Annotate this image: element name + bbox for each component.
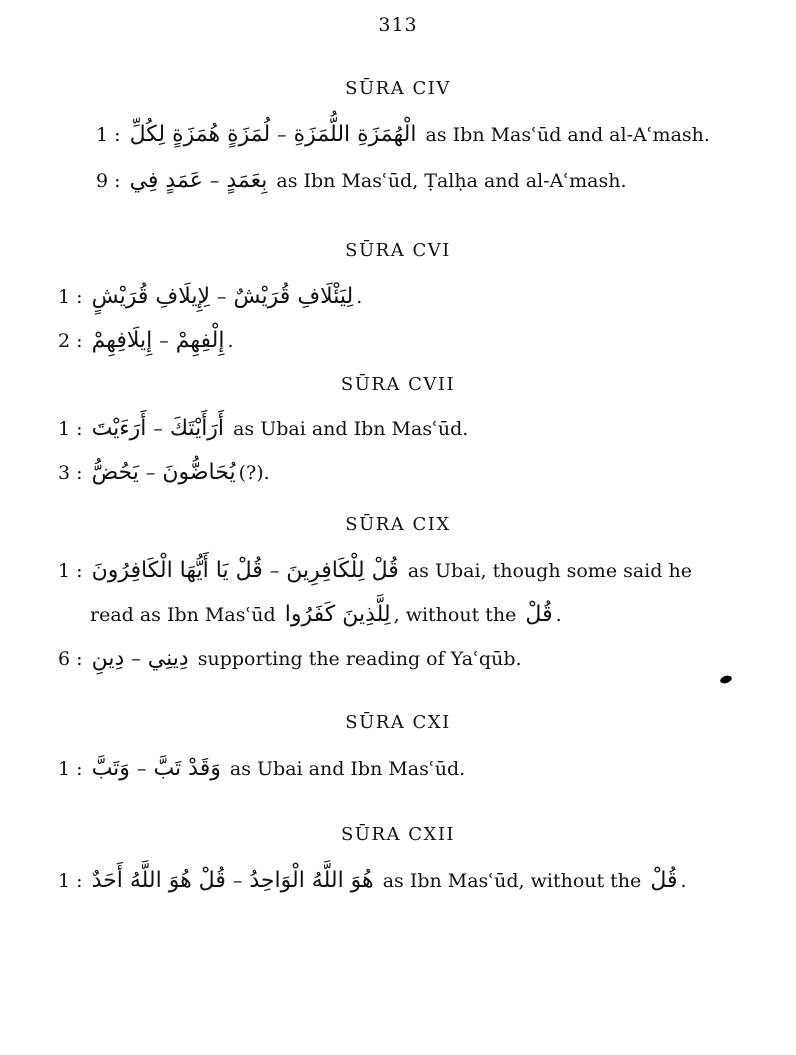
arabic-reading-variant: يُحَاضُّونَ xyxy=(162,460,236,485)
sura-heading-cxii: SŪRA CXII xyxy=(340,824,456,845)
arabic-reading-variant: أَرَأَيْتَكَ xyxy=(169,416,225,441)
sura-heading-cix: SŪRA CIX xyxy=(345,514,451,535)
verse-entry: 1 : قُلْ يَا أَيُّهَا الْكَافِرُونَ – قُلْ لِلْكَافِرِينَ as Ubai, though some said he xyxy=(58,558,692,583)
verse-number: 1 : xyxy=(58,758,83,780)
sura-heading-cvii: SŪRA CVII xyxy=(340,374,456,395)
page-number: 313 xyxy=(378,14,418,36)
verse-number: 1 : xyxy=(58,870,83,892)
verse-entry: 1 : لُمَزَةٍ هُمَزَةٍ لِكُلِّ – الْهُمَزَةِ اللُّمَزَةِ as Ibn Masʿūd and al-Aʿmash. xyxy=(96,122,710,147)
arabic-reading-variant: وَقَدْ تَبَّ xyxy=(153,756,221,781)
sura-heading-cxi: SŪRA CXI xyxy=(345,712,451,733)
verse-note: as Ubai, though some said he xyxy=(407,560,692,582)
arabic-reading-variant: لِلَّذِينَ كَفَرُوا xyxy=(284,602,391,627)
arabic-reading-standard: لُمَزَةٍ هُمَزَةٍ لِكُلِّ xyxy=(129,122,271,147)
verse-entry: 9 : عَمَدٍ فِي – بِعَمَدٍ as Ibn Masʿūd, Ṭalḥa and al-Aʿmash. xyxy=(96,168,627,193)
verse-number: 1 : xyxy=(96,124,121,146)
verse-entry: 2 : إِيلَافِهِمْ – إِلْفِهِمْ . xyxy=(58,328,234,353)
arabic-reading-standard: قُلْ يَا أَيُّهَا الْكَافِرُونَ xyxy=(91,558,263,583)
verse-entry-continuation xyxy=(90,602,790,628)
verse-note: supporting the reading of Yaʿqūb. xyxy=(197,648,522,670)
verse-number: 1 : xyxy=(58,418,83,440)
verse-note: . xyxy=(555,604,562,626)
verse-note: as Ubai and Ibn Masʿūd. xyxy=(229,758,466,780)
arabic-reading-variant: هُوَ اللَّهُ الْوَاحِدُ xyxy=(249,868,374,893)
verse-note: as Ibn Masʿūd and al-Aʿmash. xyxy=(425,124,710,146)
arabic-reading-variant: بِعَمَدٍ xyxy=(226,168,268,193)
arabic-word: قُلْ xyxy=(525,602,553,627)
arabic-reading-variant: لِيَئْلَافِ قُرَيْشٌ xyxy=(233,284,354,309)
arabic-reading-variant: إِلْفِهِمْ xyxy=(175,328,225,353)
arabic-reading-standard: وَتَبَّ xyxy=(91,756,130,781)
verse-note: . xyxy=(680,870,687,892)
verse-note: . xyxy=(227,330,234,352)
sura-heading-cvi: SŪRA CVI xyxy=(345,240,451,261)
arabic-reading-variant: الْهُمَزَةِ اللُّمَزَةِ xyxy=(293,122,417,147)
verse-entry: 6 : دِينِ – دِينِي supporting the reading of Yaʿqūb. xyxy=(58,646,522,671)
arabic-reading-standard: يَحُضُّ xyxy=(91,460,139,485)
verse-entry: 3 : يَحُضُّ – يُحَاضُّونَ (?). xyxy=(58,460,270,485)
verse-number: 1 : xyxy=(58,560,83,582)
arabic-reading-standard: عَمَدٍ فِي xyxy=(129,168,203,193)
verse-note: (?). xyxy=(238,462,270,484)
verse-number: 1 : xyxy=(58,286,83,308)
arabic-reading-standard: دِينِ xyxy=(91,646,125,671)
ink-spot xyxy=(719,674,733,684)
arabic-reading-variant: قُلْ لِلْكَافِرِينَ xyxy=(286,558,399,583)
verse-number: 3 : xyxy=(58,462,83,484)
verse-number: 9 : xyxy=(96,170,121,192)
verse-note: as Ubai and Ibn Masʿūd. xyxy=(233,418,469,440)
verse-number: 2 : xyxy=(58,330,83,352)
arabic-reading-standard: قُلْ هُوَ اللَّهُ أَحَدٌ xyxy=(91,868,226,893)
verse-note: as Ibn Masʿūd, Ṭalḥa and al-Aʿmash. xyxy=(276,170,627,192)
verse-entry: 1 : لِإِيلَافِ قُرَيْشٍ – لِيَئْلَافِ قُرَيْشٌ . xyxy=(58,284,363,309)
arabic-reading-standard: لِإِيلَافِ قُرَيْشٍ xyxy=(91,284,210,309)
arabic-reading-standard: إِيلَافِهِمْ xyxy=(91,328,153,353)
arabic-word: قُلْ xyxy=(650,868,678,893)
arabic-reading-variant: دِينِي xyxy=(147,646,189,671)
verse-entry: 1 : وَتَبَّ – وَقَدْ تَبَّ as Ubai and Ibn Masʿūd. xyxy=(58,756,466,781)
verse-entry: 1 : أَرَءَيْتَ – أَرَأَيْتَكَ as Ubai and Ibn Masʿūd. xyxy=(58,416,469,441)
verse-entry: 1 : قُلْ هُوَ اللَّهُ أَحَدٌ – هُوَ اللَّهُ الْوَاحِدُ as Ibn Masʿūd, without the قُلْ . xyxy=(58,868,687,893)
verse-number: 6 : xyxy=(58,648,83,670)
verse-note: read as Ibn Masʿūd xyxy=(90,604,276,626)
arabic-reading-standard: أَرَءَيْتَ xyxy=(91,416,147,441)
sura-heading-civ: SŪRA CIV xyxy=(345,78,451,99)
verse-note: as Ibn Masʿūd, without the xyxy=(382,870,642,892)
verse-note: . xyxy=(356,286,363,308)
verse-note: , without the xyxy=(393,604,517,626)
